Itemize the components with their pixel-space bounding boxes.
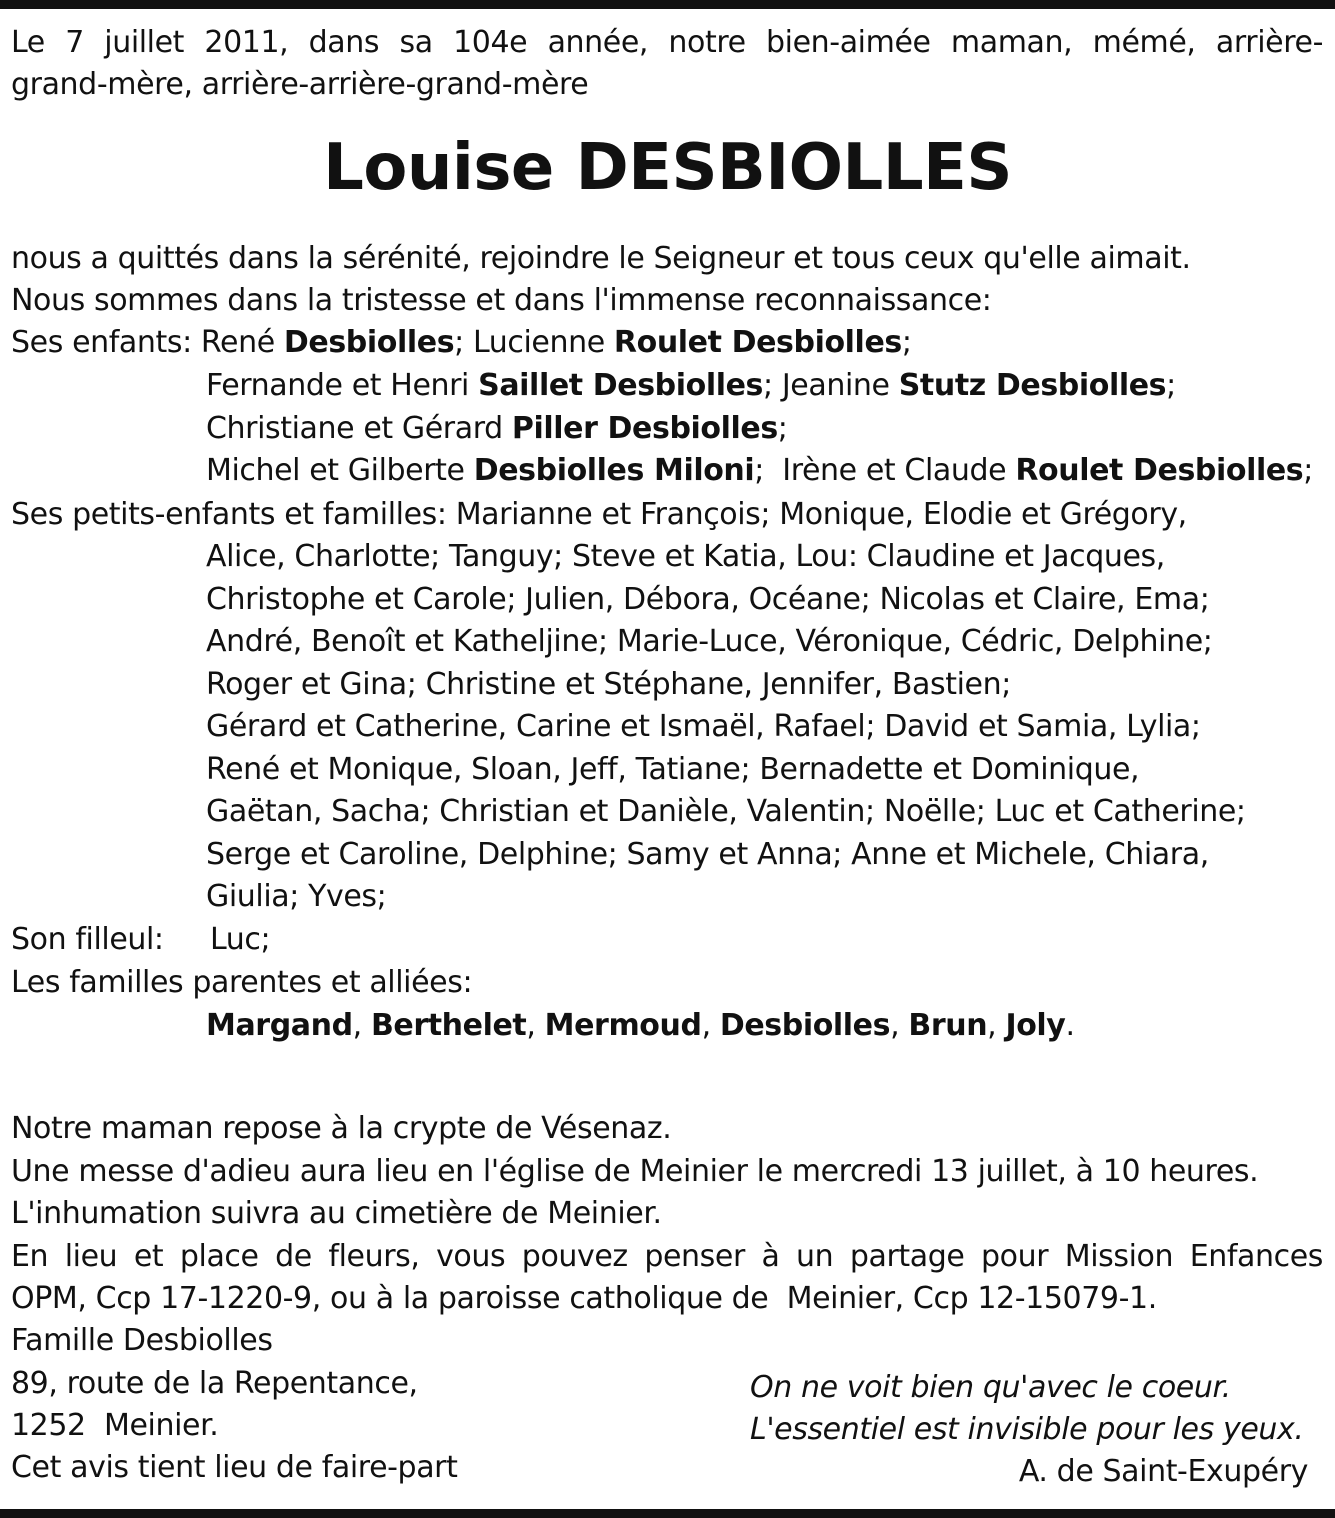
children-label: Ses enfants: René — [11, 325, 284, 360]
ceremony-line-3: L'inhumation suivra au cimetière de Meinier. — [11, 1196, 662, 1231]
top-border-rule — [0, 0, 1335, 9]
bold-name: Brun — [908, 1008, 988, 1043]
text-segment: ; — [1166, 368, 1176, 403]
text-segment: Michel et Gilberte — [206, 453, 474, 488]
grandchildren-line: Giulia; Yves; — [206, 879, 387, 914]
body-line-2: Nous sommes dans la tristesse et dans l'immense reconnaissance: — [11, 283, 992, 318]
bold-name: Desbiolles Miloni — [473, 453, 755, 488]
text-segment: , — [352, 1008, 371, 1043]
text-segment: Fernande et Henri — [206, 368, 479, 403]
quote-line-2: L'essentiel est invisible pour les yeux. — [750, 1412, 1304, 1447]
address-family: Famille Desbiolles — [11, 1323, 273, 1358]
address-street: 89, route de la Repentance, — [11, 1366, 418, 1401]
text-segment: ; Jeanine — [763, 368, 899, 403]
intro-line-1: Le 7 juillet 2011, dans sa 104e année, notre bien-aimée maman, mémé, arrière- — [11, 25, 1323, 60]
bold-name: Piller Desbiolles — [511, 411, 778, 446]
ceremony-line-4: En lieu et place de fleurs, vous pouvez penser à un partage pour Mission Enfances — [11, 1239, 1323, 1274]
children-row-1 — [11, 322, 912, 364]
bold-name: Saillet Desbiolles — [478, 368, 764, 403]
bold-name: Desbiolles — [283, 325, 455, 360]
text-segment: ; — [901, 325, 912, 360]
children-row-4 — [206, 450, 1313, 492]
bold-name: Desbiolles — [719, 1008, 891, 1043]
bold-name: Roulet Desbiolles — [1015, 453, 1304, 488]
grandchildren-line: Gérard et Catherine, Carine et Ismaël, Rafael; David et Samia, Lylia; — [206, 709, 1201, 744]
families-label: Les familles parentes et alliées: — [11, 965, 473, 1000]
quote-author: A. de Saint-Exupéry — [1018, 1454, 1308, 1489]
bottom-border-rule — [0, 1509, 1335, 1518]
address-city: 1252 Meinier. — [11, 1408, 219, 1443]
ceremony-line-2: Une messe d'adieu aura lieu en l'église de Meinier le mercredi 13 juillet, à 10 heures. — [11, 1154, 1259, 1189]
text-segment: . — [1065, 1008, 1075, 1043]
deceased-name: Louise DESBIOLLES — [323, 131, 1012, 205]
grandchildren-line: René et Monique, Sloan, Jeff, Tatiane; Bernadette et Dominique, — [206, 752, 1140, 787]
text-segment: Christiane et Gérard — [206, 411, 512, 446]
text-segment: , — [890, 1008, 909, 1043]
godson-name: Luc; — [210, 922, 271, 957]
grandchildren-line: Serge et Caroline, Delphine; Samy et Anna; Anne et Michele, Chiara, — [206, 837, 1209, 872]
text-segment: , — [526, 1008, 545, 1043]
text-segment: ; Lucienne — [454, 325, 614, 360]
children-row-2 — [206, 365, 1176, 407]
children-row-3 — [206, 408, 788, 450]
bold-name: Joly — [1005, 1008, 1066, 1043]
address-note: Cet avis tient lieu de faire-part — [11, 1450, 458, 1485]
grandchildren-line: Christophe et Carole; Julien, Débora, Océane; Nicolas et Claire, Ema; — [206, 582, 1210, 617]
body-line-1: nous a quittés dans la sérénité, rejoindre le Seigneur et tous ceux qu'elle aimait. — [11, 241, 1191, 276]
bold-name: Stutz Desbiolles — [898, 368, 1167, 403]
text-segment: ; — [1303, 453, 1313, 488]
ceremony-line-1: Notre maman repose à la crypte de Vésenaz. — [11, 1111, 672, 1146]
bold-name: Roulet Desbiolles — [613, 325, 902, 360]
families-names — [206, 1005, 1075, 1047]
text-segment: ; Irène et Claude — [754, 453, 1016, 488]
grandchildren-line: André, Benoît et Katheljine; Marie-Luce, Véronique, Cédric, Delphine; — [206, 624, 1213, 659]
bold-name: Mermoud — [544, 1008, 702, 1043]
ceremony-line-5: OPM, Ccp 17-1220-9, ou à la paroisse catholique de Meinier, Ccp 12-15079-1. — [11, 1281, 1157, 1316]
text-segment: , — [701, 1008, 720, 1043]
bold-name: Berthelet — [370, 1008, 527, 1043]
bold-name: Margand — [206, 1008, 353, 1043]
grandchildren-line: Roger et Gina; Christine et Stéphane, Jennifer, Bastien; — [206, 667, 1011, 702]
intro-line-2: grand-mère, arrière-arrière-grand-mère — [11, 67, 589, 102]
godson-label: Son filleul: — [11, 922, 164, 957]
text-segment: ; — [777, 411, 788, 446]
text-segment: , — [987, 1008, 1006, 1043]
grandchildren-line: Alice, Charlotte; Tanguy; Steve et Katia, Lou: Claudine et Jacques, — [206, 539, 1165, 574]
grandchildren-line: Gaëtan, Sacha; Christian et Danièle, Valentin; Noëlle; Luc et Catherine; — [206, 794, 1246, 829]
quote-line-1: On ne voit bien qu'avec le coeur. — [750, 1370, 1231, 1405]
grandchildren-label: Ses petits-enfants et familles: Marianne et François; Monique, Elodie et Grégory, — [11, 497, 1187, 532]
